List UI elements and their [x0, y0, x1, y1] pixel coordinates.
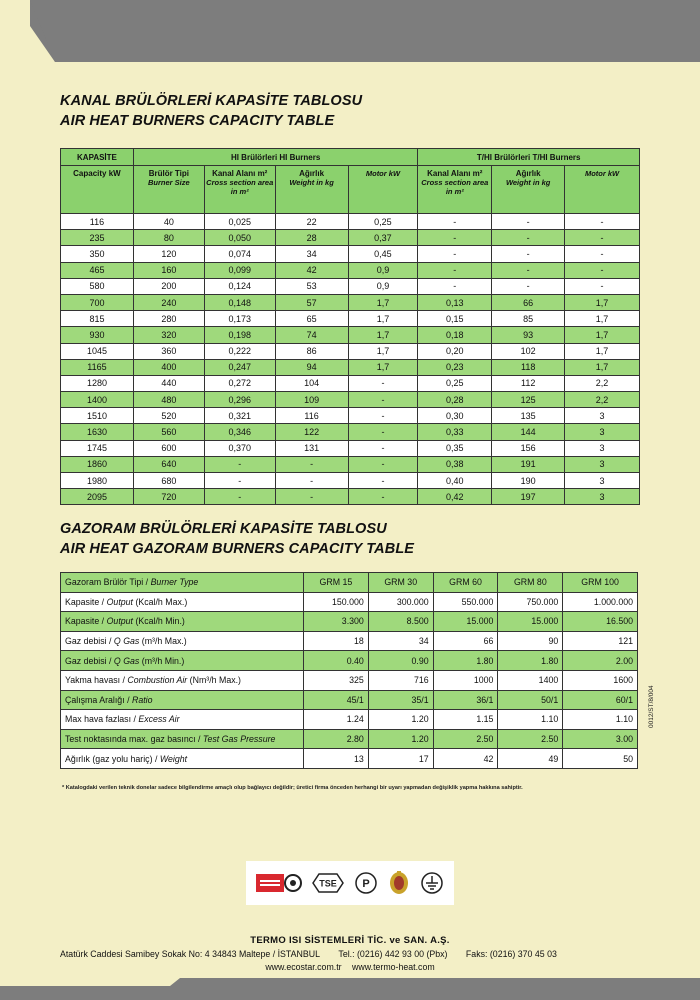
- table-cell: 121: [563, 631, 638, 651]
- table-cell: -: [492, 230, 565, 246]
- table-cell: -: [348, 392, 418, 408]
- table-cell: -: [348, 473, 418, 489]
- address-line: [60, 949, 561, 959]
- table-cell: 0,33: [418, 424, 492, 440]
- table-cell: 191: [492, 456, 565, 472]
- table-cell: 360: [133, 343, 204, 359]
- table-cell: -: [348, 408, 418, 424]
- street-address: Atatürk Caddesi Samibey Sokak No: 4 34843 Maltepe / İSTANBUL: [60, 949, 320, 959]
- table-cell: 3.300: [304, 612, 369, 632]
- table-cell: 156: [492, 440, 565, 456]
- table-cell: -: [204, 473, 275, 489]
- table-cell: 720: [133, 489, 204, 505]
- bottom-gray-band: [0, 978, 700, 1000]
- table-cell: 1400: [61, 392, 134, 408]
- table-cell: 0,25: [418, 375, 492, 391]
- table-row: [61, 375, 640, 391]
- table-cell: 0,321: [204, 408, 275, 424]
- disclaimer-note: * Katalogdaki verilen teknik donelar sadece bilgilendirme amaçlı olup bağlayıcı değildir; üretici firma önceden herhangi bir uyarı yapmadan değişiklik yapma hakkına sahiptir.: [62, 785, 523, 791]
- motor-header: Motor kW: [348, 166, 418, 214]
- table-cell: -: [565, 278, 640, 294]
- table-row: [61, 489, 640, 505]
- table-cell: -: [204, 489, 275, 505]
- table-cell: -: [418, 246, 492, 262]
- gazoram-title-en: AIR HEAT GAZORAM BURNERS CAPACITY TABLE: [60, 541, 415, 557]
- table-cell: 640: [133, 456, 204, 472]
- table-cell: 325: [304, 670, 369, 690]
- row-label: Gazoram Brülör Tipi / Burner Type: [61, 573, 304, 593]
- table-cell: -: [348, 424, 418, 440]
- table-cell: 1,7: [348, 294, 418, 310]
- table-cell: 300.000: [368, 592, 433, 612]
- table-cell: 750.000: [498, 592, 563, 612]
- fax: Faks: (0216) 370 45 03: [465, 949, 557, 959]
- row-label: Kapasite / Output (Kcal/h Min.): [61, 612, 304, 632]
- table-cell: -: [492, 262, 565, 278]
- tse-logo: [311, 872, 345, 894]
- table-cell: 35/1: [368, 690, 433, 710]
- table-cell: 116: [275, 408, 348, 424]
- table-cell: 34: [275, 246, 348, 262]
- table-cell: 0,050: [204, 230, 275, 246]
- web-links: [0, 962, 700, 972]
- table-row: [61, 749, 638, 769]
- table-cell: 1.10: [498, 710, 563, 730]
- table-cell: 440: [133, 375, 204, 391]
- table-cell: 125: [492, 392, 565, 408]
- row-label: Yakma havası / Combustion Air (Nm³/h Max.): [61, 670, 304, 690]
- table-cell: 3: [565, 456, 640, 472]
- table-cell: 0,370: [204, 440, 275, 456]
- kanal-area-header: Kanal Alanı m² Cross section area in m²: [204, 166, 275, 214]
- svg-text:P: P: [362, 878, 370, 890]
- svg-text:TSE: TSE: [319, 878, 337, 889]
- table-cell: 1.80: [433, 651, 498, 671]
- table-cell: 65: [275, 311, 348, 327]
- table-cell: 1000: [433, 670, 498, 690]
- thi-weight-header: Ağırlık Weight in kg: [492, 166, 565, 214]
- table-cell: GRM 30: [368, 573, 433, 593]
- table-cell: -: [348, 440, 418, 456]
- table-cell: 400: [133, 359, 204, 375]
- thi-kanal-area-header: Kanal Alanı m² Cross section area in m²: [418, 166, 492, 214]
- table-cell: 0,099: [204, 262, 275, 278]
- table-cell: 15.000: [433, 612, 498, 632]
- table-cell: 560: [133, 424, 204, 440]
- table-cell: 8.500: [368, 612, 433, 632]
- table-cell: 1860: [61, 456, 134, 472]
- table-cell: 190: [492, 473, 565, 489]
- hi-group-header: HI Brülörleri HI Burners: [133, 149, 417, 166]
- web-link-termo-heat[interactable]: www.termo-heat.com: [352, 962, 435, 972]
- table-cell: 1.20: [368, 710, 433, 730]
- table-cell: 0,45: [348, 246, 418, 262]
- table-row: [61, 327, 640, 343]
- table-cell: 0,23: [418, 359, 492, 375]
- table-cell: 1,7: [348, 359, 418, 375]
- table-cell: 2095: [61, 489, 134, 505]
- table-cell: 36/1: [433, 690, 498, 710]
- table-row: [61, 651, 638, 671]
- table-cell: 0,37: [348, 230, 418, 246]
- table-cell: 1165: [61, 359, 134, 375]
- table-row: [61, 294, 640, 310]
- burner-size-header: Brülör Tipi Burner Size: [133, 166, 204, 214]
- table-cell: 60/1: [563, 690, 638, 710]
- table-cell: 3: [565, 408, 640, 424]
- table-cell: 0,222: [204, 343, 275, 359]
- table-cell: 74: [275, 327, 348, 343]
- row-label: Kapasite / Output (Kcal/h Max.): [61, 592, 304, 612]
- table-cell: 0,074: [204, 246, 275, 262]
- table-cell: 700: [61, 294, 134, 310]
- row-label: Test noktasında max. gaz basıncı / Test Gas Pressure: [61, 729, 304, 749]
- table-cell: 240: [133, 294, 204, 310]
- table-row: [61, 456, 640, 472]
- p-mark: [354, 871, 378, 895]
- table-cell: 0,38: [418, 456, 492, 472]
- table-cell: 200: [133, 278, 204, 294]
- table-row: [61, 278, 640, 294]
- table-cell: 85: [492, 311, 565, 327]
- table-cell: -: [348, 456, 418, 472]
- table-row: [61, 214, 640, 230]
- table-cell: 131: [275, 440, 348, 456]
- table-cell: 22: [275, 214, 348, 230]
- table-cell: 3.00: [563, 729, 638, 749]
- row-label: Çalışma Aralığı / Ratio: [61, 690, 304, 710]
- table-cell: 40: [133, 214, 204, 230]
- table-cell: 1.24: [304, 710, 369, 730]
- table-cell: 1045: [61, 343, 134, 359]
- table-cell: 66: [492, 294, 565, 310]
- table-cell: 112: [492, 375, 565, 391]
- table-cell: 1745: [61, 440, 134, 456]
- table-cell: -: [492, 246, 565, 262]
- table-row: [61, 592, 638, 612]
- table-cell: -: [418, 214, 492, 230]
- table-cell: 0,272: [204, 375, 275, 391]
- table-cell: 815: [61, 311, 134, 327]
- table-cell: 13: [304, 749, 369, 769]
- table-cell: -: [275, 456, 348, 472]
- table-cell: 0,148: [204, 294, 275, 310]
- table-cell: 0,247: [204, 359, 275, 375]
- table-cell: 1280: [61, 375, 134, 391]
- thi-motor-header: Motor kW: [565, 166, 640, 214]
- table-cell: 2.50: [498, 729, 563, 749]
- table-cell: 118: [492, 359, 565, 375]
- table-cell: 0,20: [418, 343, 492, 359]
- table-row: [61, 262, 640, 278]
- table-cell: 0.90: [368, 651, 433, 671]
- table-cell: 0,296: [204, 392, 275, 408]
- table-row: [61, 230, 640, 246]
- table-row: [61, 631, 638, 651]
- table-cell: 28: [275, 230, 348, 246]
- table-cell: 0,124: [204, 278, 275, 294]
- table-row: [61, 473, 640, 489]
- table-cell: GRM 15: [304, 573, 369, 593]
- table-cell: 66: [433, 631, 498, 651]
- table-cell: 0,9: [348, 262, 418, 278]
- table-cell: 1.80: [498, 651, 563, 671]
- table-cell: 135: [492, 408, 565, 424]
- table-row: [61, 573, 638, 593]
- table-cell: 3: [565, 473, 640, 489]
- table-cell: -: [492, 278, 565, 294]
- table-cell: 1980: [61, 473, 134, 489]
- table-cell: 0,13: [418, 294, 492, 310]
- table-cell: 0,025: [204, 214, 275, 230]
- row-label: Gaz debisi / Q Gas (m³/h Max.): [61, 631, 304, 651]
- table-cell: 1.000.000: [563, 592, 638, 612]
- table-cell: 1.15: [433, 710, 498, 730]
- table-cell: 57: [275, 294, 348, 310]
- table-cell: 45/1: [304, 690, 369, 710]
- table-cell: 480: [133, 392, 204, 408]
- table-row: [61, 246, 640, 262]
- row-label: Max hava fazlası / Excess Air: [61, 710, 304, 730]
- gazoram-title-tr: GAZORAM BRÜLÖRLERİ KAPASİTE TABLOSU: [60, 521, 387, 537]
- table-cell: 3: [565, 440, 640, 456]
- table-cell: 0,173: [204, 311, 275, 327]
- table-cell: 1.10: [563, 710, 638, 730]
- table-cell: 0,9: [348, 278, 418, 294]
- table-cell: 2,2: [565, 375, 640, 391]
- table-cell: 42: [433, 749, 498, 769]
- table-cell: -: [348, 489, 418, 505]
- table-cell: 42: [275, 262, 348, 278]
- table-row: [61, 424, 640, 440]
- kapasite-header: KAPASİTE: [61, 149, 134, 166]
- table-cell: GRM 100: [563, 573, 638, 593]
- table-cell: 520: [133, 408, 204, 424]
- table-cell: 465: [61, 262, 134, 278]
- table-cell: 3: [565, 424, 640, 440]
- table-cell: 0,15: [418, 311, 492, 327]
- table-cell: 1,7: [565, 327, 640, 343]
- table-cell: 50/1: [498, 690, 563, 710]
- table-cell: 0,198: [204, 327, 275, 343]
- table-cell: 716: [368, 670, 433, 690]
- table-row: [61, 392, 640, 408]
- table-cell: -: [565, 246, 640, 262]
- table-cell: 144: [492, 424, 565, 440]
- web-link-ecostar[interactable]: www.ecostar.com.tr: [265, 962, 342, 972]
- table-cell: -: [565, 214, 640, 230]
- table-cell: -: [275, 473, 348, 489]
- table-cell: 320: [133, 327, 204, 343]
- table-cell: -: [348, 375, 418, 391]
- certification-logos: [246, 861, 454, 905]
- table-cell: 1,7: [565, 359, 640, 375]
- gazoram-table-body: [61, 573, 638, 769]
- table-cell: -: [565, 262, 640, 278]
- table-cell: 94: [275, 359, 348, 375]
- table-cell: 1,7: [348, 327, 418, 343]
- table-cell: 1510: [61, 408, 134, 424]
- thi-group-header: T/HI Brülörleri T/HI Burners: [418, 149, 640, 166]
- table-cell: 0,40: [418, 473, 492, 489]
- table-cell: 0,35: [418, 440, 492, 456]
- table-row: [61, 408, 640, 424]
- table-cell: 0,30: [418, 408, 492, 424]
- table-cell: 16.500: [563, 612, 638, 632]
- table-cell: 350: [61, 246, 134, 262]
- table-cell: -: [418, 262, 492, 278]
- table-cell: 1400: [498, 670, 563, 690]
- capacity-header: Capacity kW: [61, 166, 134, 214]
- table-cell: 280: [133, 311, 204, 327]
- table-cell: 50: [563, 749, 638, 769]
- table-cell: 2.00: [563, 651, 638, 671]
- table-cell: 86: [275, 343, 348, 359]
- table-cell: 49: [498, 749, 563, 769]
- table-cell: 0,42: [418, 489, 492, 505]
- table-cell: 197: [492, 489, 565, 505]
- document-code: 0012/ST/8/004: [648, 685, 655, 728]
- table-cell: 90: [498, 631, 563, 651]
- table-cell: 109: [275, 392, 348, 408]
- table-row: [61, 343, 640, 359]
- table-cell: 160: [133, 262, 204, 278]
- table-cell: 235: [61, 230, 134, 246]
- table-row: [61, 729, 638, 749]
- table-cell: 0,18: [418, 327, 492, 343]
- kanal-title-tr: KANAL BRÜLÖRLERİ KAPASİTE TABLOSU: [60, 93, 363, 109]
- table-cell: -: [204, 456, 275, 472]
- table-cell: 17: [368, 749, 433, 769]
- table-cell: 1,7: [565, 311, 640, 327]
- table-row: [61, 311, 640, 327]
- gazoram-capacity-table: [60, 572, 638, 769]
- table-row: [61, 359, 640, 375]
- table-cell: 116: [61, 214, 134, 230]
- table-cell: 2.80: [304, 729, 369, 749]
- table-cell: 122: [275, 424, 348, 440]
- table-cell: GRM 80: [498, 573, 563, 593]
- table-row: [61, 710, 638, 730]
- table-cell: 1600: [563, 670, 638, 690]
- table-cell: GRM 60: [433, 573, 498, 593]
- kanal-title-en: AIR HEAT BURNERS CAPACITY TABLE: [60, 113, 335, 129]
- table-cell: 150.000: [304, 592, 369, 612]
- table-cell: -: [275, 489, 348, 505]
- row-label: Ağırlık (gaz yolu hariç) / Weight: [61, 749, 304, 769]
- ce-mark: [256, 872, 302, 894]
- table-cell: 0,346: [204, 424, 275, 440]
- table-cell: 0.40: [304, 651, 369, 671]
- kanal-capacity-table: [60, 148, 640, 505]
- table-cell: 1,7: [565, 343, 640, 359]
- row-label: Gaz debisi / Q Gas (m³/h Min.): [61, 651, 304, 671]
- table-cell: 3: [565, 489, 640, 505]
- table-cell: 0,28: [418, 392, 492, 408]
- weight-header: Ağırlık Weight in kg: [275, 166, 348, 214]
- table-cell: 53: [275, 278, 348, 294]
- gost-emblem: [387, 869, 411, 897]
- kanal-table-body: [61, 214, 640, 505]
- table-cell: 18: [304, 631, 369, 651]
- table-cell: 104: [275, 375, 348, 391]
- table-row: [61, 612, 638, 632]
- table-cell: 80: [133, 230, 204, 246]
- table-cell: -: [492, 214, 565, 230]
- table-cell: -: [418, 230, 492, 246]
- table-row: [61, 670, 638, 690]
- table-cell: 1,7: [348, 343, 418, 359]
- table-cell: 0,25: [348, 214, 418, 230]
- table-cell: 2.50: [433, 729, 498, 749]
- table-cell: 600: [133, 440, 204, 456]
- table-cell: 930: [61, 327, 134, 343]
- table-cell: 1630: [61, 424, 134, 440]
- table-cell: 2,2: [565, 392, 640, 408]
- table-cell: 34: [368, 631, 433, 651]
- company-name: TERMO ISI SİSTEMLERİ TİC. ve SAN. A.Ş.: [250, 935, 450, 946]
- table-cell: 680: [133, 473, 204, 489]
- table-cell: -: [565, 230, 640, 246]
- top-gray-band: [0, 0, 700, 62]
- table-cell: 102: [492, 343, 565, 359]
- table-cell: 1.20: [368, 729, 433, 749]
- table-cell: 93: [492, 327, 565, 343]
- phone: Tel.: (0216) 442 93 00 (Pbx): [338, 949, 448, 959]
- table-row: [61, 690, 638, 710]
- table-cell: 580: [61, 278, 134, 294]
- table-cell: -: [418, 278, 492, 294]
- ground-logo: [420, 871, 444, 895]
- table-row: [61, 440, 640, 456]
- table-cell: 550.000: [433, 592, 498, 612]
- table-cell: 15.000: [498, 612, 563, 632]
- table-cell: 1,7: [348, 311, 418, 327]
- table-cell: 120: [133, 246, 204, 262]
- table-cell: 1,7: [565, 294, 640, 310]
